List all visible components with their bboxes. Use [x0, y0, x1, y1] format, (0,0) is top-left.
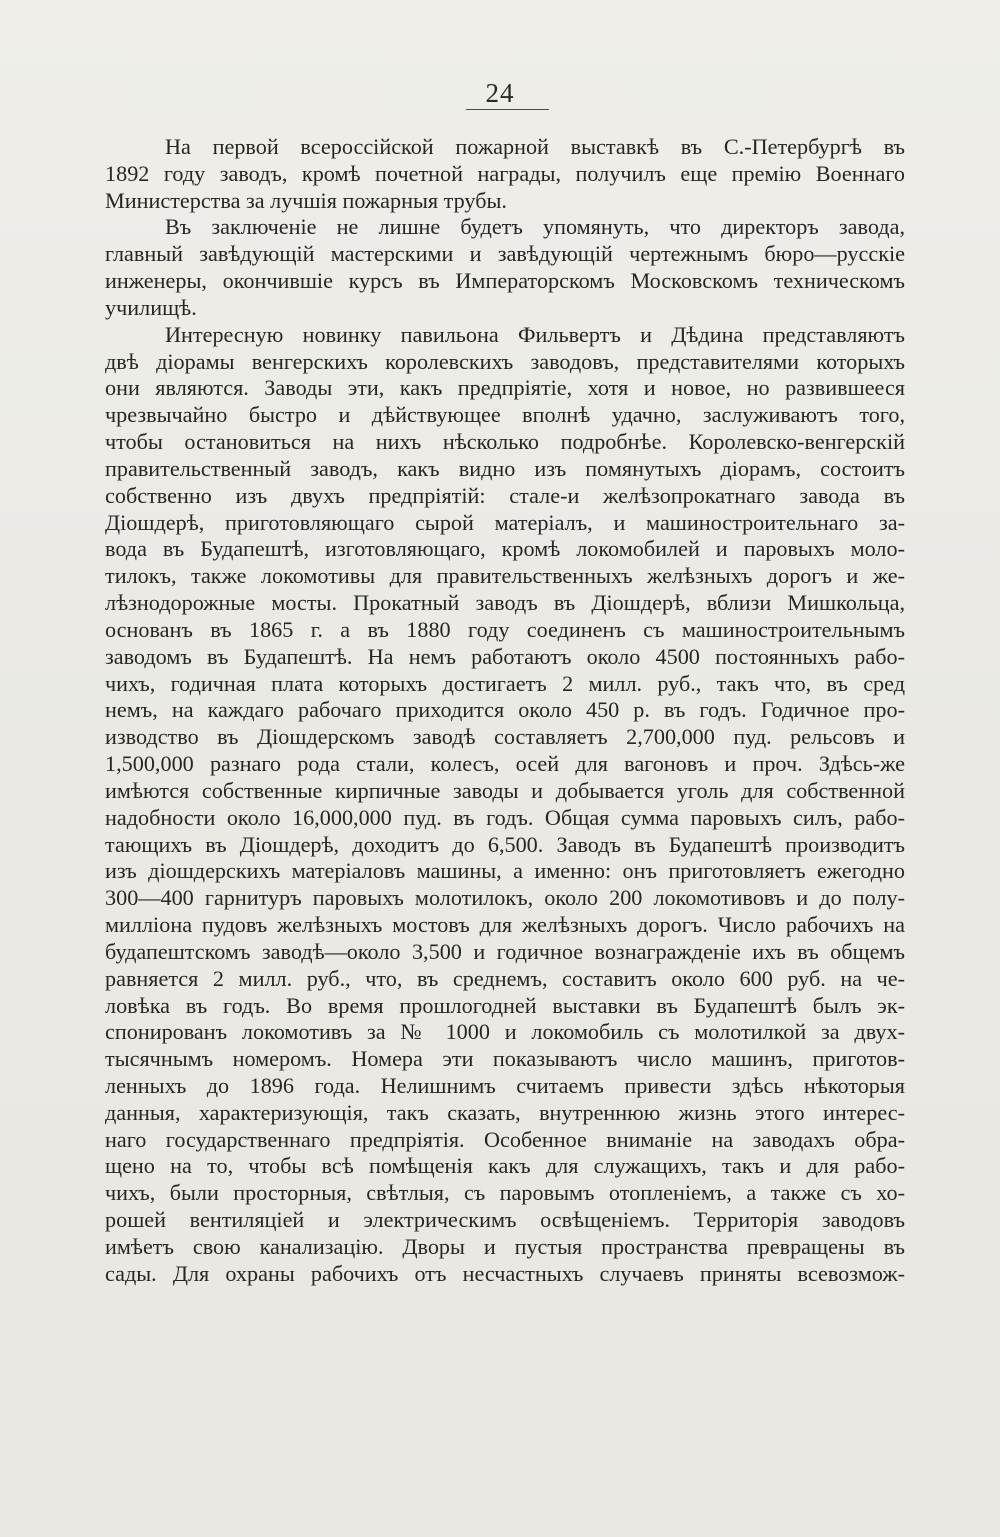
text-line: спонированъ локомотивъ за № 1000 и локомобиль съ молотилкой за двух- [105, 1019, 905, 1045]
text-line: собственно изъ двухъ предпріятій: стале-и желѣзопрокатнаго завода въ [105, 482, 905, 508]
text-line: двѣ діорамы венгерскихъ королевскихъ заводовъ, представителями которыхъ [105, 348, 905, 374]
header-rule [466, 109, 549, 110]
text-line: они являются. Заводы эти, какъ предпріятіе, хотя и новое, но развившееся [105, 375, 905, 401]
text-line: чихъ, годичная плата которыхъ достигаетъ 2 милл. руб., такъ что, въ сред [105, 670, 905, 696]
text-line: надобности около 16,000,000 пуд. въ годъ. Общая сумма паровыхъ силъ, рабо- [105, 804, 905, 830]
text-line: ленныхъ до 1896 года. Нелишнимъ считаемъ привести здѣсь нѣкоторыя [105, 1072, 905, 1098]
text-line: 1,500,000 разнаго рода стали, колесъ, осей для вагоновъ и проч. Здѣсь-же [105, 751, 905, 777]
text-line: тысячнымъ номеромъ. Номера эти показываютъ число машинъ, приготов- [105, 1046, 905, 1072]
text-line: главный завѣдующій мастерскими и завѣдующій чертежнымъ бюро—русскіе [105, 241, 905, 267]
text-line: равняется 2 милл. руб., что, въ среднемъ, составитъ около 600 руб. на че- [105, 965, 905, 991]
text-line: рошей вентиляціей и электрическимъ освѣщеніемъ. Территорія заводовъ [105, 1207, 905, 1233]
text-line: щено на то, чтобы всѣ помѣщенія какъ для служащихъ, такъ и для рабо- [105, 1153, 905, 1179]
text-line: тающихъ въ Діошдерѣ, доходитъ до 6,500. Заводъ въ Будапештѣ производитъ [105, 831, 905, 857]
text-line: немъ, на каждаго рабочаго приходится около 450 р. въ годъ. Годичное про- [105, 697, 905, 723]
text-line: сады. Для охраны рабочихъ отъ несчастныхъ случаевъ приняты всевозмож- [105, 1260, 905, 1286]
text-line: данныя, характеризующія, такъ сказать, внутреннюю жизнь этого интерес- [105, 1099, 905, 1125]
text-line: 1892 году заводъ, кромѣ почетной награды, получилъ еще премію Военнаго [105, 160, 905, 186]
text-line: училищѣ. [105, 294, 197, 320]
text-line: лѣзнодорожные мосты. Прокатный заводъ въ Діошдерѣ, вблизи Мишкольца, [105, 590, 905, 616]
text-line: имѣетъ свою канализацію. Дворы и пустыя пространства превращены въ [105, 1233, 905, 1259]
text-line: Министерства за лучшія пожарныя трубы. [105, 187, 507, 213]
text-line: вода въ Будапештѣ, изготовляющаго, кромѣ локомобилей и паровыхъ моло- [105, 536, 905, 562]
text-line: имѣются собственные кирпичные заводы и добывается уголь для собственной [105, 777, 905, 803]
text-line: ловѣка въ годъ. Во время прошлогодней выставки въ Будапештѣ былъ эк- [105, 992, 905, 1018]
text-line: Интересную новинку павильона Фильвертъ и Дѣдина представляютъ [165, 321, 905, 347]
text-line: правительственный заводъ, какъ видно изъ помянутыхъ діорамъ, состоитъ [105, 455, 905, 481]
text-line: заводомъ въ Будапештѣ. На немъ работаютъ около 4500 постоянныхъ рабо- [105, 643, 905, 669]
text-line: тилокъ, также локомотивы для правительственныхъ желѣзныхъ дорогъ и же- [105, 563, 905, 589]
text-line: чрезвычайно быстро и дѣйствующее вполнѣ удачно, заслуживаютъ того, [105, 402, 905, 428]
text-line: чтобы остановиться на нихъ нѣсколько подробнѣе. Королевско-венгерскій [105, 429, 905, 455]
text-line: изводство въ Діошдерскомъ заводѣ составляетъ 2,700,000 пуд. рельсовъ и [105, 724, 905, 750]
text-line: На первой всероссійской пожарной выставкѣ въ С.-Петербургѣ въ [165, 134, 905, 159]
body-text [105, 134, 905, 1288]
text-line: Діошдерѣ, приготовляющаго сырой матеріалъ, и машиностроительнаго за- [105, 509, 905, 535]
text-line: Въ заключеніе не лишне будетъ упомянуть, что директоръ завода, [165, 214, 905, 240]
text-line: изъ діошдерскихъ матеріаловъ машины, а именно: онъ приготовляетъ ежегодно [105, 858, 905, 884]
text-line: основанъ въ 1865 г. а въ 1880 году соединенъ съ машиностроительнымъ [105, 616, 905, 642]
text-line: инженеры, окончившіе курсъ въ Императорскомъ Московскомъ техническомъ [105, 268, 905, 294]
text-line: 300—400 гарнитуръ паровыхъ молотилокъ, около 200 локомотивовъ и до полу- [105, 885, 905, 911]
text-line: милліона пудовъ желѣзныхъ мостовъ для желѣзныхъ дорогъ. Число рабочихъ на [105, 912, 905, 938]
page-number: 24 [485, 78, 515, 108]
text-line: будапештскомъ заводѣ—около 3,500 и годичное вознагражденіе ихъ въ общемъ [105, 938, 905, 964]
text-line: наго государственнаго предпріятія. Особенное вниманіе на заводахъ обра- [105, 1126, 905, 1152]
text-line: чихъ, были просторныя, свѣтлыя, съ паровымъ отопленіемъ, а также съ хо- [105, 1180, 905, 1206]
